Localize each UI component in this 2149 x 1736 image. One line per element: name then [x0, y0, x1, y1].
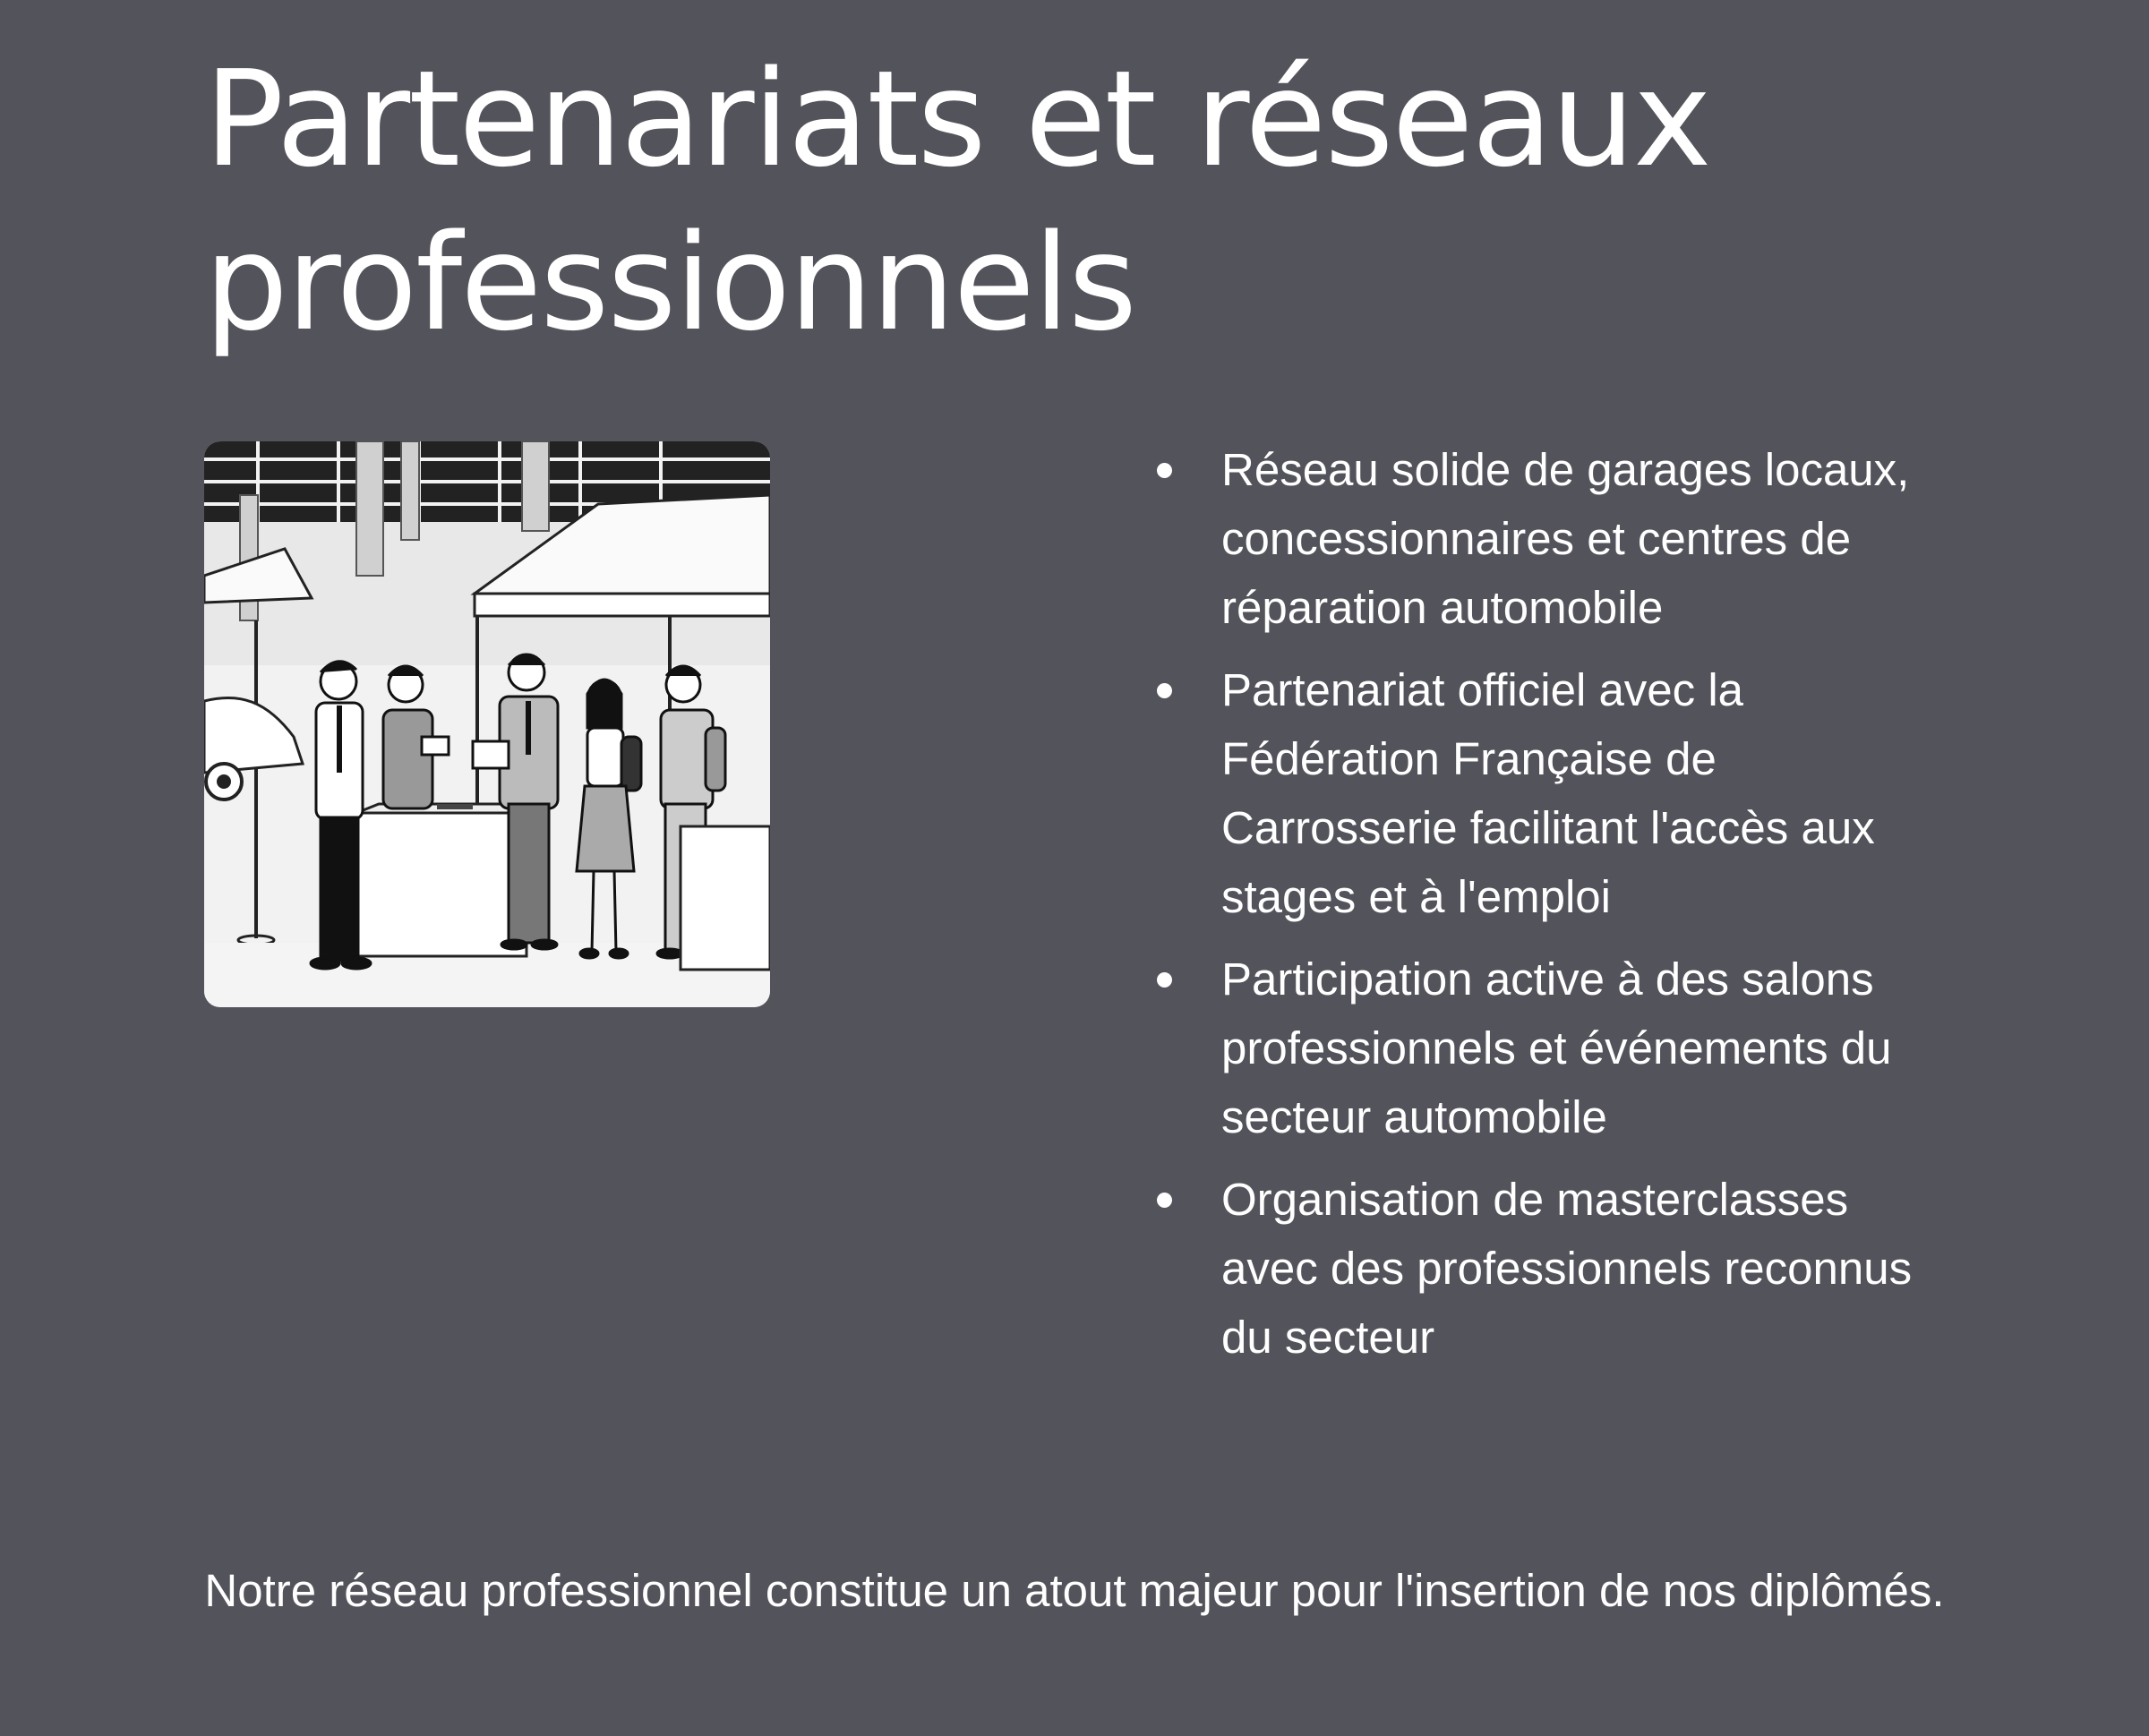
bullet-icon — [1157, 972, 1172, 988]
list-item-text: Organisation de masterclasses avec des professionnels reconnus du secteur — [1221, 1174, 1913, 1363]
bullet-icon — [1157, 463, 1172, 478]
list-item — [1150, 1165, 1956, 1372]
list-item-text: Réseau solide de garages locaux, concessionnaires et centres de réparation automobile — [1221, 444, 1910, 633]
list-item — [1150, 435, 1956, 642]
title-line-2: professionnels — [204, 206, 1136, 360]
bullet-icon — [1157, 1193, 1172, 1208]
title-line-1: Partenariats et réseaux — [204, 42, 1710, 196]
list-item — [1150, 655, 1956, 931]
list-item — [1150, 945, 1956, 1151]
networking-event-illustration — [204, 441, 770, 1007]
feature-list — [1150, 435, 1956, 1385]
bullet-icon — [1157, 683, 1172, 698]
page-title — [204, 38, 1905, 365]
list-item-text: Partenariat officiel avec la Fédération Française de Carrosserie facilitant l'accès aux stages et à l'emploi — [1221, 664, 1875, 922]
list-item-text: Participation active à des salons professionnels et événements du secteur automobile — [1221, 954, 1892, 1142]
footer-note: Notre réseau professionnel constitue un atout majeur pour l'insertion de nos diplômés. — [204, 1565, 1945, 1616]
